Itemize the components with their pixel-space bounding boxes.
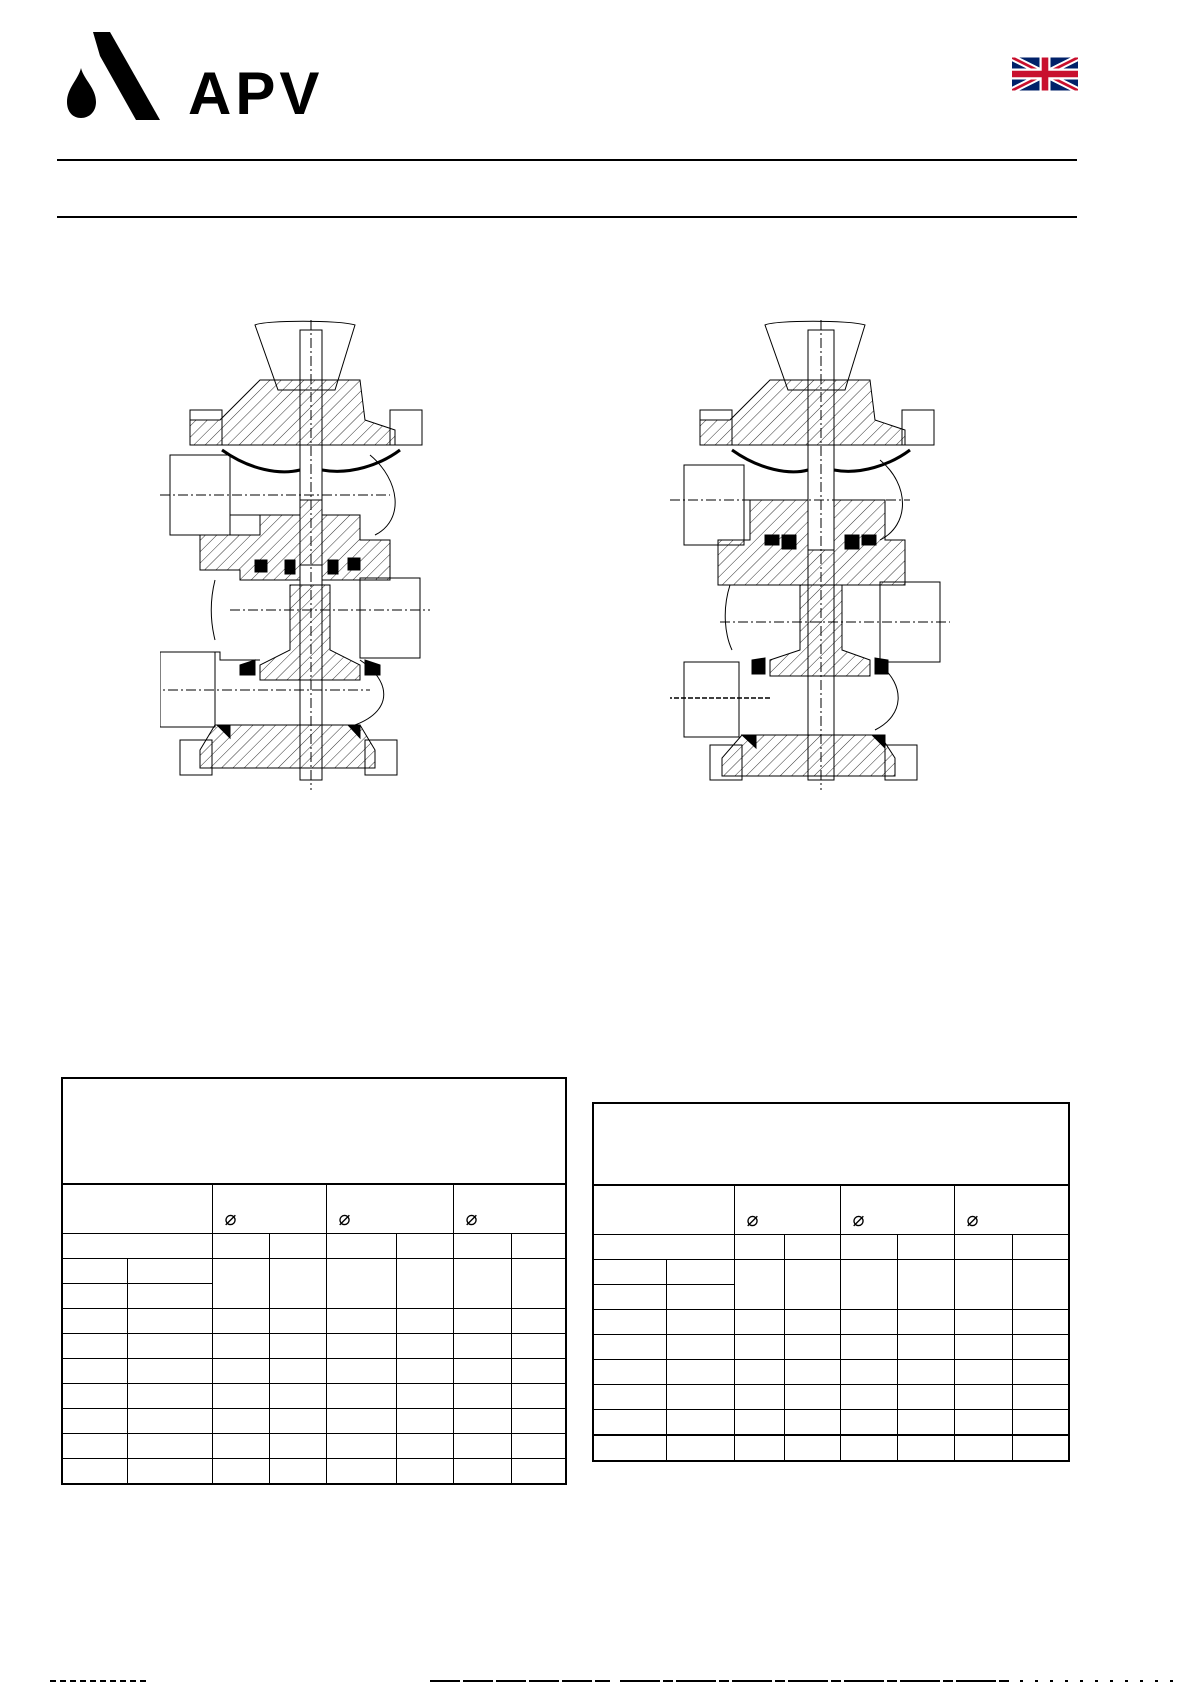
table-row <box>62 1309 566 1334</box>
table-row <box>62 1434 566 1459</box>
spec-table-left <box>61 1077 567 1485</box>
spec-table-right <box>592 1102 1070 1462</box>
union-jack-flag-icon <box>1012 57 1078 91</box>
valve-section-drawing-right <box>670 320 960 790</box>
diameter-header-1: ⌀ <box>212 1184 326 1234</box>
table-row <box>593 1385 1069 1410</box>
table-title-cell <box>62 1078 566 1184</box>
diameter-header-2: ⌀ <box>326 1184 453 1234</box>
table-header-cell <box>593 1185 734 1235</box>
table-row <box>62 1359 566 1384</box>
table-row <box>593 1410 1069 1436</box>
diameter-header-3: ⌀ <box>954 1185 1069 1235</box>
table-row <box>593 1335 1069 1360</box>
table-row <box>593 1360 1069 1385</box>
header-rule-bottom <box>57 216 1077 218</box>
table-row <box>62 1459 566 1485</box>
header-rule-top <box>57 159 1077 161</box>
table-row <box>593 1310 1069 1335</box>
brand-name: APV <box>188 60 324 127</box>
table-header-cell <box>62 1184 212 1234</box>
table-row <box>62 1384 566 1409</box>
valve-section-drawing-left <box>160 320 440 790</box>
table-row <box>62 1409 566 1434</box>
table-title-cell <box>593 1103 1069 1185</box>
scan-artifact-line <box>0 1676 1191 1685</box>
table-row <box>62 1334 566 1359</box>
diameter-header-3: ⌀ <box>453 1184 566 1234</box>
diameter-header-1: ⌀ <box>734 1185 840 1235</box>
diameter-header-2: ⌀ <box>840 1185 954 1235</box>
table-row <box>593 1435 1069 1461</box>
apv-logo-icon <box>66 30 166 120</box>
